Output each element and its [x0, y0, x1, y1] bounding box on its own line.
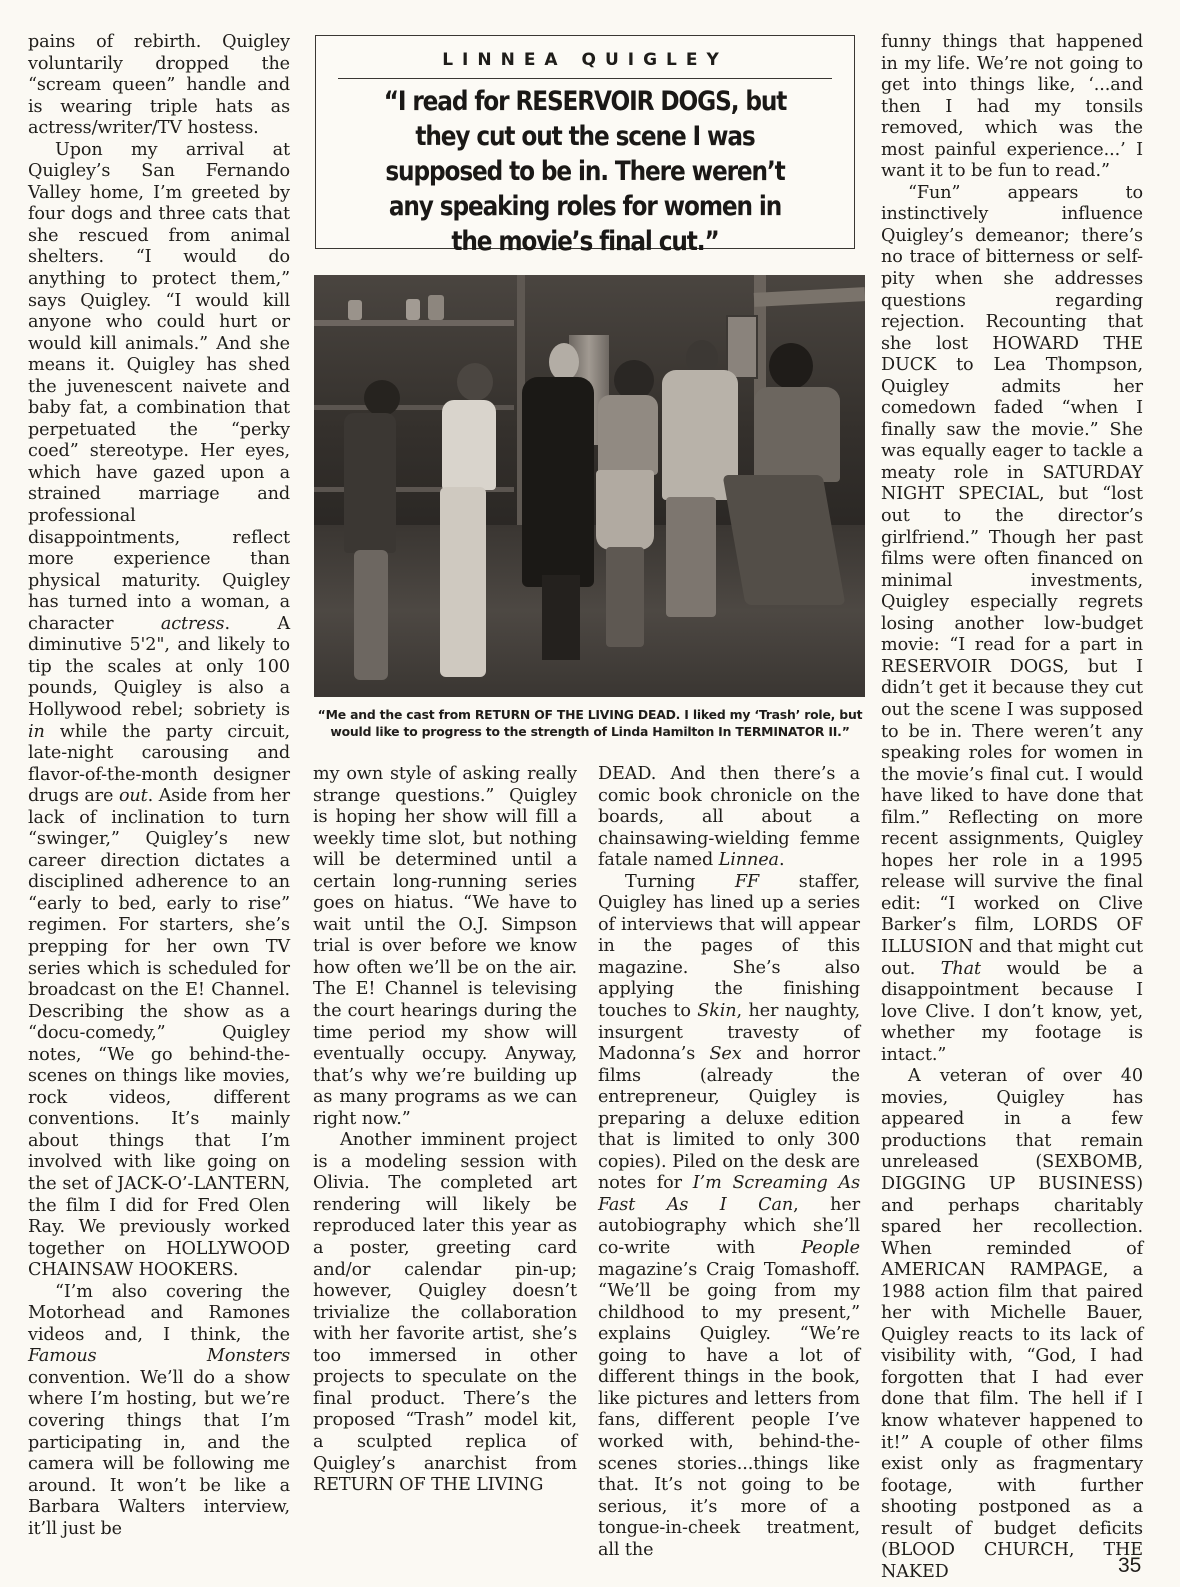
- paragraph-text: . A diminutive 5'2", and likely to tip the scales at only 100 pounds, Quigley is also a Hollywood rebel; sobriety is: [28, 613, 290, 720]
- photo-figure: [440, 487, 486, 677]
- paragraph-text: DEAD. And then there’s a comic book chronicle on the boards, all about a chainsawing-wielding femme fatale named: [598, 764, 860, 871]
- pull-quote-rule: [338, 78, 832, 79]
- italic-title: out: [118, 786, 148, 807]
- paragraph-text: magazine’s Craig Tomashoff. “We’ll be going from my childhood to my present,” explains Quigley. “We’re going to have a lot of different things in the book, like pictures and letters from fans, different people I’ve worked with, behind-the-scenes stories...things like that. It’s not going to be serious, it’s more of a tongue-in-cheek treatment, all the: [598, 1259, 860, 1560]
- open-quote-mark: “: [383, 86, 398, 117]
- close-quote-mark: ”: [704, 226, 719, 257]
- photo-figure: [442, 400, 496, 490]
- article-paragraph: [881, 183, 1143, 1066]
- photo-figure: [542, 575, 580, 660]
- photo-figure: [549, 343, 579, 381]
- article-column-3: [598, 764, 860, 1561]
- article-paragraph: [28, 1282, 290, 1541]
- article-paragraph: [881, 32, 1143, 183]
- italic-title: actress: [160, 613, 225, 634]
- photo-shelf: [314, 320, 514, 326]
- italic-title: People: [801, 1238, 860, 1259]
- photo-figure: [754, 387, 840, 482]
- pull-quote-text: [379, 84, 790, 259]
- article-paragraph: [598, 872, 860, 1562]
- photo-figure: [614, 360, 654, 400]
- article-column-1: [28, 32, 290, 1540]
- italic-title: in: [28, 721, 45, 742]
- paragraph-text: “Fun” appears to instinctively influence Quigley’s demeanor; there’s no trace of bitterness or self-pity when she addresses questions regarding rejection. Recounting that she lost HOWARD THE DUCK to Lea Thompson, Quigley admits her comedown faded “when I finally saw the movie.” She was equally eager to tackle a meaty role in SATURDAY NIGHT SPECIAL, but “lost out to the director’s girlfriend.” Though her past films were often financed on minimal investments, Quigley especially regrets losing another low-budget movie: “I read for a part in RESERVOIR DOGS, but I didn’t get it because they cut out the scene I was supposed to be in. There weren’t any speaking roles for women in the movie’s final cut. I would have liked to have done that film.” Reflecting on more recent assignments, Quigley hopes her role in a 1995 release will survive the final edit: “I worked on Clive Barker’s film, LORDS OF ILLUSION and that might cut out.: [881, 182, 1143, 979]
- photo-figure: [596, 470, 654, 550]
- italic-title: Linnea: [718, 850, 779, 871]
- paragraph-text: , her naughty, insurgent travesty of Madonna’s: [598, 1001, 860, 1065]
- italic-title: FF: [734, 871, 760, 892]
- paragraph-text: and horror films (already the entrepreneur, Quigley is preparing a deluxe edition that is limited to only 300 copies). Piled on the desk are notes for: [598, 1044, 860, 1194]
- photo-figure: [606, 547, 644, 647]
- pull-quote-name: LINNEA QUIGLEY: [442, 50, 728, 70]
- article-paragraph: [313, 1130, 577, 1496]
- paragraph-text: “I’m also covering the Motorhead and Ramones videos and, I think, the: [28, 1281, 290, 1345]
- article-paragraph: [881, 1066, 1143, 1583]
- photo-figure: [344, 413, 396, 553]
- paragraph-text: would be a disappointment because I love Clive. I don’t know, yet, whether my footage is intact.”: [881, 958, 1143, 1065]
- paragraph-text: funny things that happened in my life. We’re not going to get into things like, ‘...and then I had my tonsils removed, which was the most painful experience...’ I want it to be fun to read.”: [881, 32, 1143, 182]
- photo-figure: [522, 377, 594, 587]
- article-paragraph: [28, 32, 290, 140]
- paragraph-text: my own style of asking really strange questions.” Quigley is hoping her show will fill a weekly time slot, but nothing will be determined until a certain long-running series goes on hiatus. “We have to wait until the O.J. Simpson trial is over before we know how often we’ll be on the air. The E! Channel is televising the court hearings during the time period my show will eventually occupy. Anyway, that’s why we’re building up as many programs as we can right now.”: [313, 764, 577, 1129]
- photo-caption: “Me and the cast from RETURN OF THE LIVING DEAD. I liked my ‘Trash’ role, but would like to progress to the strength of Linda Hamilton In TERMINATOR II.”: [317, 707, 863, 739]
- photo-jar: [428, 295, 444, 320]
- photo-jar: [406, 299, 420, 320]
- paragraph-text: .: [778, 850, 785, 871]
- photo-figure: [364, 380, 400, 416]
- paragraph-text: Turning: [625, 871, 735, 892]
- paragraph-text: pains of rebirth. Quigley voluntarily dropped the “scream queen” handle and is wearing triple hats as actress/writer/TV hostess.: [28, 32, 290, 139]
- paragraph-text: staffer, Quigley has lined up a series of interviews that will appear in the pages of this magazine. She’s also applying the finishing touches to: [598, 871, 860, 1022]
- italic-title: Sex: [709, 1044, 742, 1065]
- pull-quote-body: I read for RESERVOIR DOGS, but they cut out the scene I was supposed to be in. There weren’t any speaking roles for women in the movie’s final cut.: [385, 86, 787, 257]
- photo-figure: [666, 497, 716, 617]
- page-number: 35: [1118, 1554, 1142, 1577]
- article-paragraph: [598, 764, 860, 872]
- italic-title: Skin: [697, 1001, 737, 1022]
- article-paragraph: [28, 140, 290, 1282]
- photo-figure: [598, 395, 658, 475]
- photo-jar: [348, 300, 362, 320]
- italic-title: I’m Screaming As Fast As I Can: [598, 1173, 860, 1215]
- photo-figure: [457, 363, 493, 401]
- italic-title: Famous Monsters: [28, 1346, 290, 1367]
- paragraph-text: . Aside from her lack of inclination to turn “swinger,” Quigley’s new career direction dictates a disciplined adherence to an “early to bed, early to rise” regimen. For starters, she’s prepping for her own TV series which is scheduled for broadcast on the E! Channel. Describing the show as a “docu-comedy,” Quigley notes, “We go behind-the-scenes on things like movies, rock videos, different conventions. It’s mainly about things that I’m involved with like going on the set of JACK-O’-LANTERN, the film I did for Fred Olen Ray. We previously worked together on HOLLYWOOD CHAINSAW HOOKERS.: [28, 786, 290, 1281]
- italic-title: That: [940, 958, 982, 979]
- paragraph-text: while the party circuit, late-night carousing and flavor-of-the-month designer drugs are: [28, 721, 290, 807]
- paragraph-text: Upon my arrival at Quigley’s San Fernando Valley home, I’m greeted by four dogs and three cats that she rescued from animal shelters. “I would do anything to protect them,” says Quigley. “I would kill anyone who could hurt or would kill animals.” And she means it. Quigley has shed the juvenescent naivete and baby fat, a combination that perpetuated the “perky coed” stereotype. Her eyes, which have gazed upon a strained marriage and professional disappointments, reflect more experience than physical maturity. Quigley has turned into a woman, a character: [28, 139, 290, 634]
- photo-figure: [354, 550, 388, 680]
- article-column-2: [313, 764, 577, 1497]
- article-paragraph: [313, 764, 577, 1130]
- paragraph-text: , her autobiography which she’ll co-write with: [598, 1194, 861, 1259]
- pull-quote-box: [315, 35, 855, 257]
- photo-poster: [726, 315, 758, 379]
- paragraph-text: Another imminent project is a modeling session with Olivia. The completed art rendering will likely be reproduced later this year as a poster, greeting card and/or calendar pin-up; however, Quigley doesn’t trivialize the collaboration with her favorite artist, she’s too immersed in other projects to speculate on the final product. There’s the proposed “Trash” model kit, a sculpted replica of Quigley’s anarchist from RETURN OF THE LIVING: [313, 1130, 577, 1496]
- paragraph-text: A veteran of over 40 movies, Quigley has appeared in a few productions that remain unreleased (SEXBOMB, DIGGING UP BUSINESS) and perhaps charitably spared her recollection. When reminded of AMERICAN RAMPAGE, a 1988 action film that paired her with Michelle Bauer, Quigley reacts to its lack of visibility with, “God, I had forgotten that I had ever done that film. The hell if I know whatever happened to it!” A couple of other films exist only as fragmentary footage, with further shooting postponed as a result of budget deficits (BLOOD CHURCH, THE NAKED: [881, 1066, 1143, 1582]
- article-column-4: [881, 32, 1143, 1583]
- photo-figure: [769, 343, 813, 389]
- cast-photo: [314, 275, 865, 697]
- paragraph-text: convention. We’ll do a show where I’m hosting, but we’re covering things that I’m participating in, and the camera will be following me around. It won’t be like a Barbara Walters interview, it’ll just be: [28, 1367, 290, 1539]
